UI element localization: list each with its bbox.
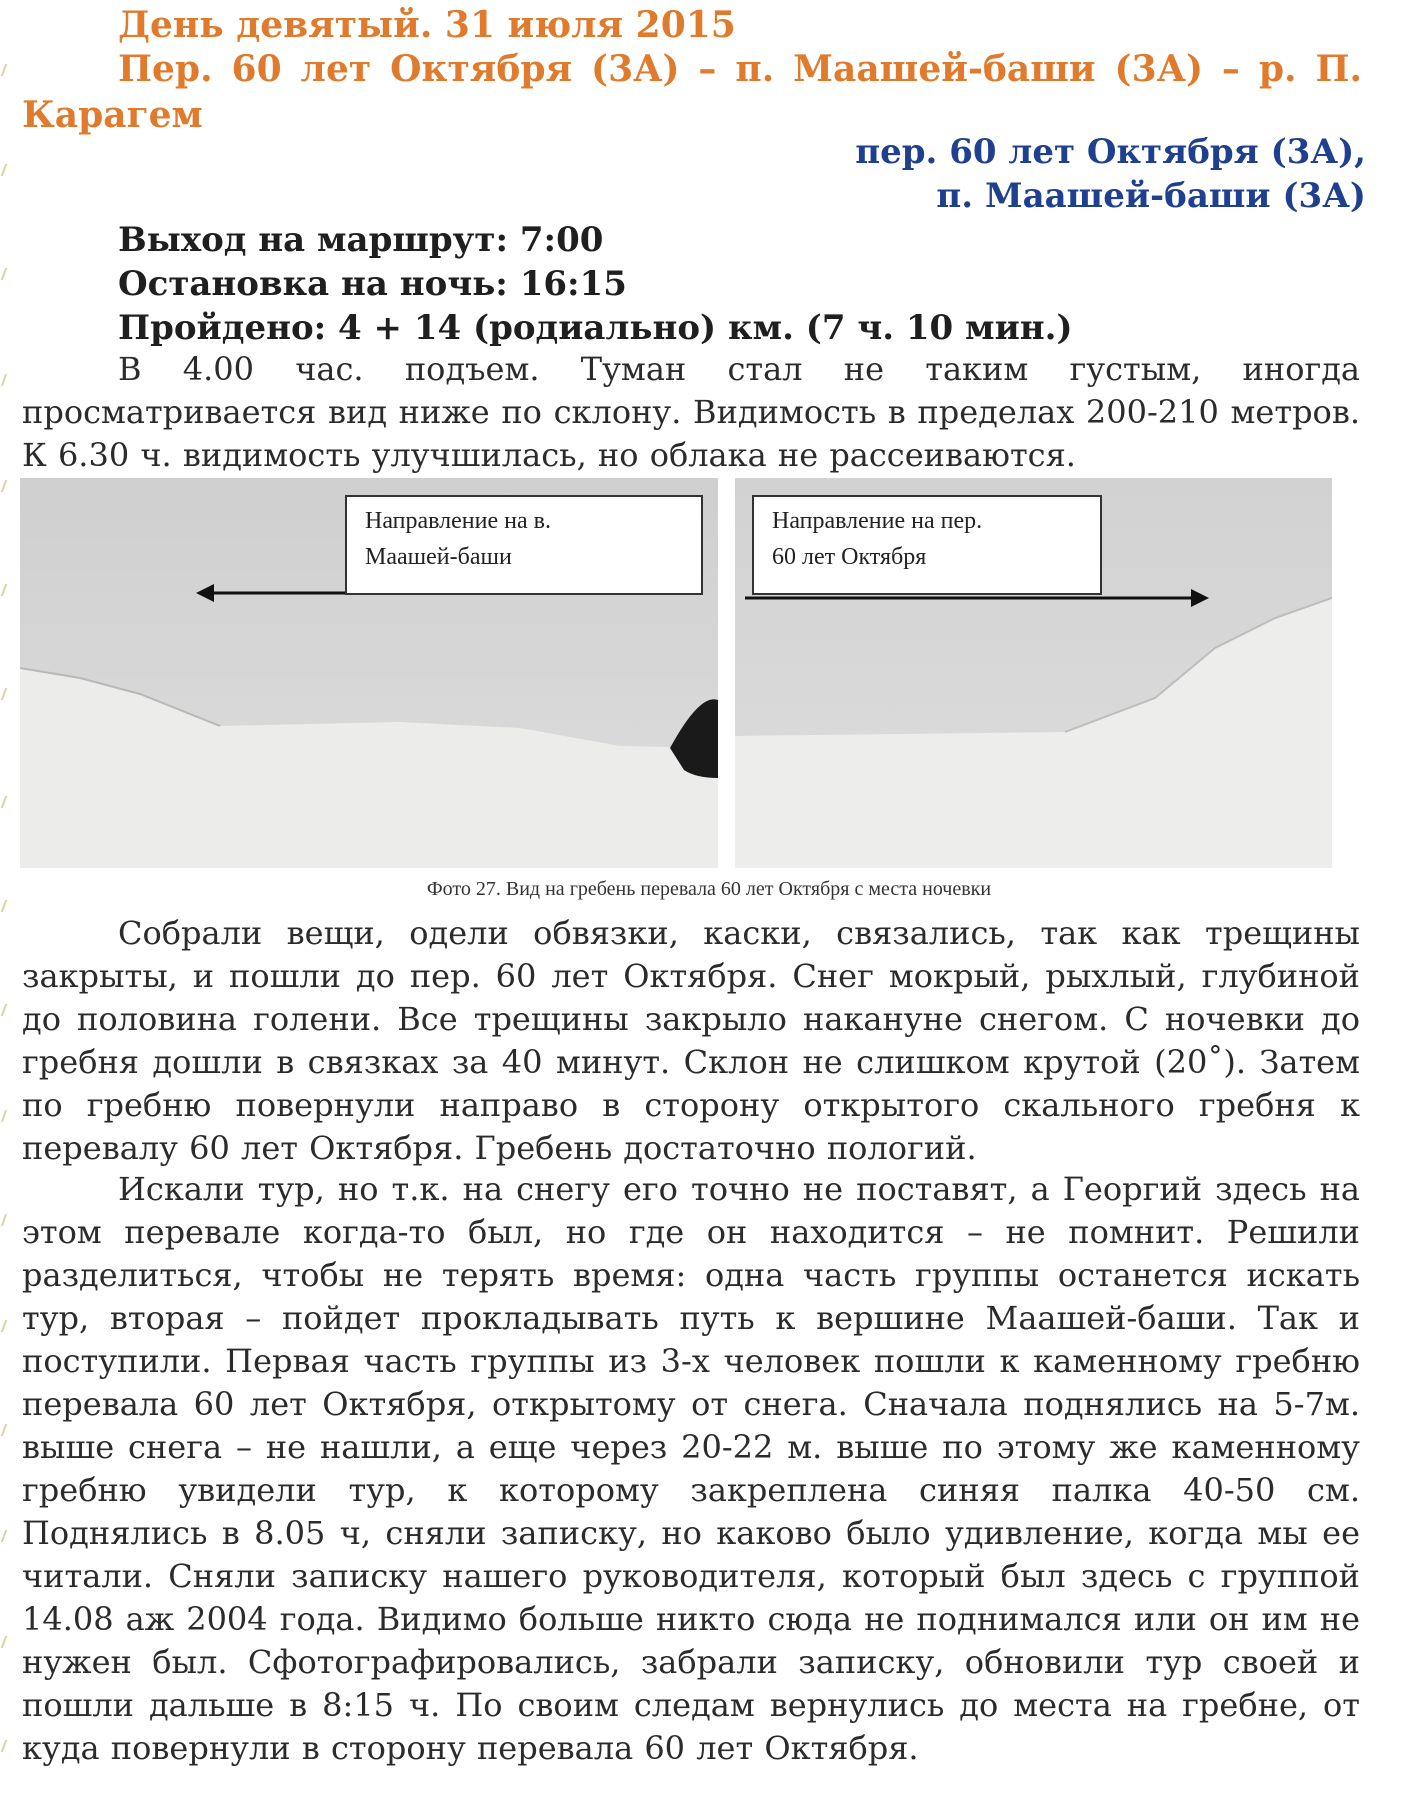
direction-label-right — [752, 495, 1102, 595]
stat-distance: Пройдено: 4 + 14 (родиально) км. (7 ч. 10 мин.) — [118, 308, 1073, 348]
highlight-peak: п. Маашей-баши (3А) — [936, 176, 1366, 216]
highlighted-summits — [855, 130, 1366, 218]
direction-label-left — [345, 495, 703, 595]
photo-left — [20, 478, 718, 868]
route-title: Пер. 60 лет Октября (3А) – п. Маашей-баши (3А) – р. П. Карагем — [22, 48, 1362, 136]
paragraph-1: В 4.00 час. подъем. Туман стал не таким густым, иногда просматривается вид ниже по склону. Видимость в пределах 200-210 метров. К 6.30 ч. видимость улучшилась, но облака не рассеиваются. — [22, 350, 1360, 474]
highlight-pass: пер. 60 лет Октября (3А), — [855, 132, 1366, 172]
direction-label-right-line1: Направление на пер. — [772, 508, 983, 534]
day-stats — [118, 218, 1073, 350]
direction-label-left-line2: Маашей-баши — [365, 544, 512, 570]
paragraph-3: Искали тур, но т.к. на снегу его точно не поставят, а Георгий здесь на этом перевале когда-то был, но где он находится – не помнит. Решили разделиться, чтобы не терять время: одна часть группы останется искать тур, вторая – пойдет прокладывать путь к вершине Маашей-баши. Так и поступили. Первая часть группы из 3-х человек пошли к каменному гребню перевала 60 лет Октября, открытому от снега. Сначала поднялись на 5-7м. выше снега – не нашли, а еще через 20-22 м. выше по этому же каменному гребню увидели тур, к которому закреплена синяя палка 40-50 см. Поднялись в 8.05 ч, сняли записку, но каково было удивление, когда мы ее читали. Сняли записку нашего руководителя, который был здесь с группой 14.08 аж 2004 года. Видимо больше никто сюда не поднимался или он им не нужен был. Сфотографировались, забрали записку, обновили тур своей и пошли дальше в 8:15 ч. По своим следам вернулись до места на гребне, от куда повернули в сторону перевала 60 лет Октября. — [22, 1170, 1360, 1767]
day-title: День девятый. 31 июля 2015 — [118, 4, 736, 46]
stat-stop: Остановка на ночь: 16:15 — [118, 264, 627, 304]
stat-start: Выход на маршрут: 7:00 — [118, 220, 604, 260]
paragraph-2: Собрали вещи, одели обвязки, каски, связались, так как трещины закрыты, и пошли до пер. 60 лет Октября. Снег мокрый, рыхлый, глубиной до половина голени. Все трещины закрыло накануне снегом. С ночевки до гребня дошли в связках за 40 минут. Склон не слишком крутой (20˚). Затем по гребню повернули направо в сторону открытого скального гребня к перевалу 60 лет Октября. Гребень достаточно пологий. — [22, 914, 1360, 1167]
photo-caption: Фото 27. Вид на гребень перевала 60 лет Октября с места ночевки — [426, 878, 992, 900]
direction-label-left-line1: Направление на в. — [365, 508, 551, 534]
direction-label-right-line2: 60 лет Октября — [772, 544, 927, 570]
photo-right — [735, 478, 1332, 868]
